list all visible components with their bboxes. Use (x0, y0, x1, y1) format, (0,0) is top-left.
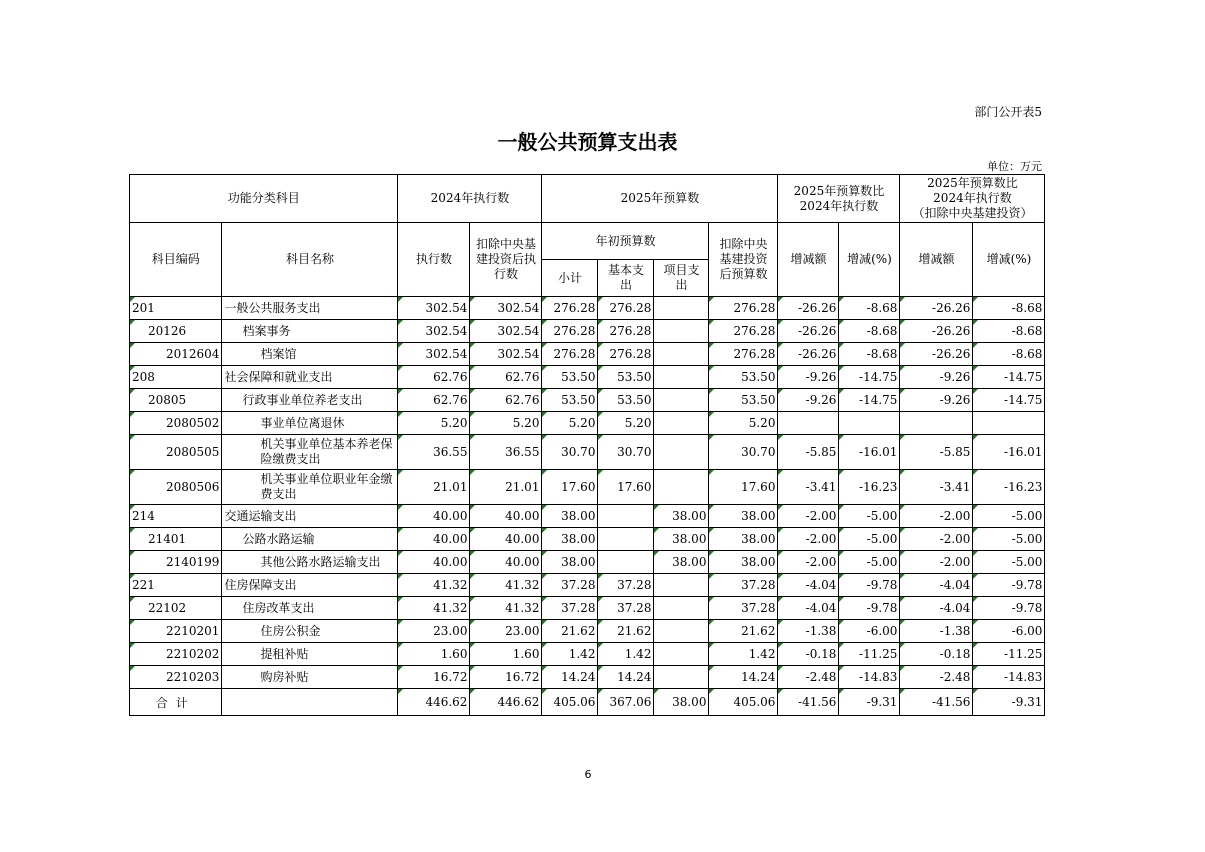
value-cell: 276.28 (709, 320, 778, 343)
table-row (130, 551, 1045, 574)
value-cell: 1.42 (709, 643, 778, 666)
value-cell: -5.85 (900, 435, 973, 470)
value-cell: 17.60 (598, 470, 654, 505)
value-cell: 40.00 (398, 528, 470, 551)
value-cell: -16.23 (839, 470, 900, 505)
value-cell: 5.20 (470, 412, 542, 435)
table-row (130, 666, 1045, 689)
value-cell: -2.00 (778, 551, 839, 574)
table-row (130, 643, 1045, 666)
subject-code: 2210203 (130, 666, 222, 689)
value-cell: 21.01 (398, 470, 470, 505)
total-value: -41.56 (778, 689, 839, 716)
value-cell: -14.75 (973, 389, 1045, 412)
value-cell: -5.85 (778, 435, 839, 470)
table-row (130, 297, 1045, 320)
value-cell (654, 597, 709, 620)
header-compare-2024-adjusted: 2025年预算数比 2024年执行数 （扣除中央基建投资） (900, 175, 1045, 223)
value-cell (654, 412, 709, 435)
subject-code: 2140199 (130, 551, 222, 574)
subject-code: 20805 (130, 389, 222, 412)
value-cell: -14.75 (839, 389, 900, 412)
value-cell (654, 620, 709, 643)
value-cell: 276.28 (709, 343, 778, 366)
value-cell (654, 320, 709, 343)
value-cell: 302.54 (398, 297, 470, 320)
value-cell: 276.28 (598, 297, 654, 320)
value-cell: 53.50 (709, 366, 778, 389)
header-change-amount: 增减额 (778, 223, 839, 297)
subject-name: 机关事业单位基本养老保险缴费支出 (222, 435, 398, 470)
value-cell: -2.00 (900, 505, 973, 528)
value-cell: 302.54 (398, 343, 470, 366)
value-cell: 5.20 (598, 412, 654, 435)
table-row (130, 620, 1045, 643)
value-cell: -8.68 (973, 343, 1045, 366)
value-cell: 37.28 (542, 574, 598, 597)
value-cell: -26.26 (778, 343, 839, 366)
value-cell: 53.50 (709, 389, 778, 412)
value-cell: 38.00 (542, 505, 598, 528)
value-cell: 40.00 (470, 551, 542, 574)
value-cell: 40.00 (470, 528, 542, 551)
subject-name: 档案事务 (222, 320, 398, 343)
table-body (130, 297, 1045, 689)
value-cell: 17.60 (709, 470, 778, 505)
header-subtotal: 小计 (542, 260, 598, 297)
header-change-percent-adjusted: 增减(%) (973, 223, 1045, 297)
subject-code: 221 (130, 574, 222, 597)
total-row (130, 689, 1045, 716)
value-cell: -2.48 (900, 666, 973, 689)
subject-code: 2210201 (130, 620, 222, 643)
total-label: 合计 (130, 689, 222, 716)
value-cell: -9.26 (778, 366, 839, 389)
value-cell: -9.26 (900, 366, 973, 389)
header-code: 科目编码 (130, 223, 222, 297)
value-cell: 38.00 (542, 528, 598, 551)
subject-name: 购房补贴 (222, 666, 398, 689)
header-name: 科目名称 (222, 223, 398, 297)
value-cell: 38.00 (654, 528, 709, 551)
value-cell: 276.28 (542, 320, 598, 343)
value-cell: 302.54 (470, 343, 542, 366)
value-cell (654, 643, 709, 666)
subject-code: 2012604 (130, 343, 222, 366)
value-cell: 30.70 (709, 435, 778, 470)
value-cell: -5.00 (973, 528, 1045, 551)
total-value: 367.06 (598, 689, 654, 716)
value-cell: -2.00 (900, 551, 973, 574)
subject-code: 2080505 (130, 435, 222, 470)
value-cell: 1.60 (470, 643, 542, 666)
value-cell: 21.62 (598, 620, 654, 643)
value-cell (654, 666, 709, 689)
value-cell: -8.68 (973, 297, 1045, 320)
header-initial-budget: 年初预算数 (542, 223, 709, 260)
value-cell: -4.04 (900, 574, 973, 597)
value-cell: 38.00 (654, 551, 709, 574)
value-cell: 276.28 (542, 343, 598, 366)
subject-name: 住房公积金 (222, 620, 398, 643)
value-cell: -14.83 (973, 666, 1045, 689)
value-cell: -8.68 (839, 297, 900, 320)
value-cell: 1.60 (398, 643, 470, 666)
value-cell: -2.48 (778, 666, 839, 689)
value-cell (654, 574, 709, 597)
value-cell: -26.26 (778, 320, 839, 343)
value-cell: -11.25 (839, 643, 900, 666)
value-cell (598, 551, 654, 574)
total-value: 405.06 (709, 689, 778, 716)
value-cell: 23.00 (398, 620, 470, 643)
value-cell: 38.00 (654, 505, 709, 528)
value-cell: -5.00 (839, 528, 900, 551)
value-cell: 41.32 (470, 574, 542, 597)
value-cell: 36.55 (398, 435, 470, 470)
value-cell: -2.00 (778, 505, 839, 528)
subject-name: 公路水路运输 (222, 528, 398, 551)
subject-code: 214 (130, 505, 222, 528)
subject-name: 社会保障和就业支出 (222, 366, 398, 389)
value-cell: 62.76 (398, 389, 470, 412)
value-cell: -9.78 (839, 574, 900, 597)
budget-table (129, 174, 1045, 716)
value-cell: -5.00 (839, 505, 900, 528)
value-cell: 30.70 (598, 435, 654, 470)
value-cell: -4.04 (900, 597, 973, 620)
subject-code: 2080502 (130, 412, 222, 435)
value-cell: 41.32 (470, 597, 542, 620)
value-cell: 40.00 (398, 505, 470, 528)
value-cell: 14.24 (542, 666, 598, 689)
value-cell (654, 366, 709, 389)
value-cell: -0.18 (778, 643, 839, 666)
header-exec: 执行数 (398, 223, 470, 297)
value-cell: 53.50 (542, 366, 598, 389)
value-cell: 37.28 (598, 574, 654, 597)
value-cell (598, 528, 654, 551)
header-compare-2024: 2025年预算数比 2024年执行数 (778, 175, 900, 223)
table-row (130, 505, 1045, 528)
value-cell (654, 470, 709, 505)
value-cell: -9.26 (900, 389, 973, 412)
value-cell: 38.00 (709, 528, 778, 551)
subject-name: 一般公共服务支出 (222, 297, 398, 320)
value-cell: 5.20 (542, 412, 598, 435)
subject-code: 201 (130, 297, 222, 320)
header-budget-2025: 2025年预算数 (542, 175, 778, 223)
value-cell: -26.26 (900, 343, 973, 366)
value-cell: -4.04 (778, 597, 839, 620)
value-cell: -9.78 (973, 597, 1045, 620)
value-cell: 53.50 (598, 389, 654, 412)
value-cell: -5.00 (839, 551, 900, 574)
table-row (130, 528, 1045, 551)
value-cell: -14.83 (839, 666, 900, 689)
value-cell: -8.68 (839, 320, 900, 343)
value-cell: 14.24 (598, 666, 654, 689)
value-cell: -14.75 (973, 366, 1045, 389)
total-value: 405.06 (542, 689, 598, 716)
value-cell (654, 297, 709, 320)
table-row (130, 320, 1045, 343)
value-cell (973, 412, 1045, 435)
value-cell: 38.00 (542, 551, 598, 574)
header-func-class: 功能分类科目 (130, 175, 398, 223)
total-value: -9.31 (973, 689, 1045, 716)
value-cell: -4.04 (778, 574, 839, 597)
value-cell: 21.01 (470, 470, 542, 505)
value-cell: -9.26 (778, 389, 839, 412)
value-cell: -16.01 (839, 435, 900, 470)
value-cell: -5.00 (973, 505, 1045, 528)
table-row (130, 389, 1045, 412)
value-cell: 53.50 (598, 366, 654, 389)
subject-name: 事业单位离退休 (222, 412, 398, 435)
value-cell: 53.50 (542, 389, 598, 412)
table-row (130, 366, 1045, 389)
header-project-expense: 项目支 出 (654, 260, 709, 297)
subject-name: 住房保障支出 (222, 574, 398, 597)
total-value: 446.62 (470, 689, 542, 716)
value-cell: -9.78 (973, 574, 1045, 597)
subject-name: 档案馆 (222, 343, 398, 366)
total-value: 446.62 (398, 689, 470, 716)
value-cell: 302.54 (470, 297, 542, 320)
total-name-cell (222, 689, 398, 716)
unit-label: 单位：万元 (987, 160, 1042, 173)
value-cell: 16.72 (398, 666, 470, 689)
value-cell: 14.24 (709, 666, 778, 689)
value-cell: 38.00 (709, 551, 778, 574)
value-cell: 5.20 (398, 412, 470, 435)
value-cell: 276.28 (542, 297, 598, 320)
value-cell: 1.42 (542, 643, 598, 666)
subject-name: 交通运输支出 (222, 505, 398, 528)
value-cell: -2.00 (900, 528, 973, 551)
total-value: -41.56 (900, 689, 973, 716)
subject-name: 住房改革支出 (222, 597, 398, 620)
value-cell: 21.62 (709, 620, 778, 643)
value-cell: 37.28 (542, 597, 598, 620)
subject-code: 2080506 (130, 470, 222, 505)
page-title: 一般公共预算支出表 (497, 130, 678, 154)
table-row (130, 343, 1045, 366)
value-cell: -16.01 (973, 435, 1045, 470)
header-exec-adjusted: 扣除中央基 建投资后执 行数 (470, 223, 542, 297)
value-cell (598, 505, 654, 528)
value-cell: 62.76 (470, 366, 542, 389)
value-cell: 40.00 (398, 551, 470, 574)
table-row (130, 412, 1045, 435)
value-cell: -14.75 (839, 366, 900, 389)
total-value: -9.31 (839, 689, 900, 716)
value-cell (654, 389, 709, 412)
value-cell: 40.00 (470, 505, 542, 528)
value-cell: 276.28 (598, 320, 654, 343)
value-cell: -9.78 (839, 597, 900, 620)
header-change-percent: 增减(%) (839, 223, 900, 297)
subject-name: 机关事业单位职业年金缴费支出 (222, 470, 398, 505)
value-cell (778, 412, 839, 435)
header-exec-2024: 2024年执行数 (398, 175, 542, 223)
value-cell: 37.28 (709, 574, 778, 597)
page-number: 6 (584, 768, 592, 781)
value-cell (900, 412, 973, 435)
value-cell: -1.38 (900, 620, 973, 643)
value-cell: -8.68 (973, 320, 1045, 343)
header-basic-expense: 基本支 出 (598, 260, 654, 297)
value-cell: -2.00 (778, 528, 839, 551)
value-cell (839, 412, 900, 435)
value-cell: 16.72 (470, 666, 542, 689)
value-cell: 21.62 (542, 620, 598, 643)
table-row (130, 597, 1045, 620)
subject-code: 208 (130, 366, 222, 389)
value-cell: 17.60 (542, 470, 598, 505)
value-cell: 5.20 (709, 412, 778, 435)
value-cell: 36.55 (470, 435, 542, 470)
value-cell: -3.41 (778, 470, 839, 505)
value-cell: 41.32 (398, 597, 470, 620)
value-cell: 38.00 (709, 505, 778, 528)
value-cell: 1.42 (598, 643, 654, 666)
header-budget-adjusted: 扣除中央 基建投资 后预算数 (709, 223, 778, 297)
value-cell: -6.00 (973, 620, 1045, 643)
value-cell: 276.28 (709, 297, 778, 320)
value-cell: -0.18 (900, 643, 973, 666)
value-cell: 302.54 (398, 320, 470, 343)
value-cell: 276.28 (598, 343, 654, 366)
value-cell (654, 343, 709, 366)
subject-code: 20126 (130, 320, 222, 343)
subject-name: 其他公路水路运输支出 (222, 551, 398, 574)
table-label: 部门公开表5 (974, 105, 1042, 119)
subject-name: 提租补贴 (222, 643, 398, 666)
subject-code: 2210202 (130, 643, 222, 666)
subject-code: 22102 (130, 597, 222, 620)
value-cell: -26.26 (778, 297, 839, 320)
value-cell: 30.70 (542, 435, 598, 470)
value-cell: -6.00 (839, 620, 900, 643)
value-cell: 37.28 (709, 597, 778, 620)
subject-name: 行政事业单位养老支出 (222, 389, 398, 412)
value-cell: -26.26 (900, 297, 973, 320)
value-cell: 62.76 (470, 389, 542, 412)
value-cell: -1.38 (778, 620, 839, 643)
value-cell: -8.68 (839, 343, 900, 366)
table-row (130, 470, 1045, 505)
value-cell: -16.23 (973, 470, 1045, 505)
table-row (130, 574, 1045, 597)
header-change-amount-adjusted: 增减额 (900, 223, 973, 297)
value-cell: 37.28 (598, 597, 654, 620)
value-cell: 23.00 (470, 620, 542, 643)
value-cell: -3.41 (900, 470, 973, 505)
total-value: 38.00 (654, 689, 709, 716)
value-cell: -26.26 (900, 320, 973, 343)
value-cell: -11.25 (973, 643, 1045, 666)
value-cell: 62.76 (398, 366, 470, 389)
value-cell (654, 435, 709, 470)
value-cell: 302.54 (470, 320, 542, 343)
subject-code: 21401 (130, 528, 222, 551)
value-cell: -5.00 (973, 551, 1045, 574)
value-cell: 41.32 (398, 574, 470, 597)
table-row (130, 435, 1045, 470)
